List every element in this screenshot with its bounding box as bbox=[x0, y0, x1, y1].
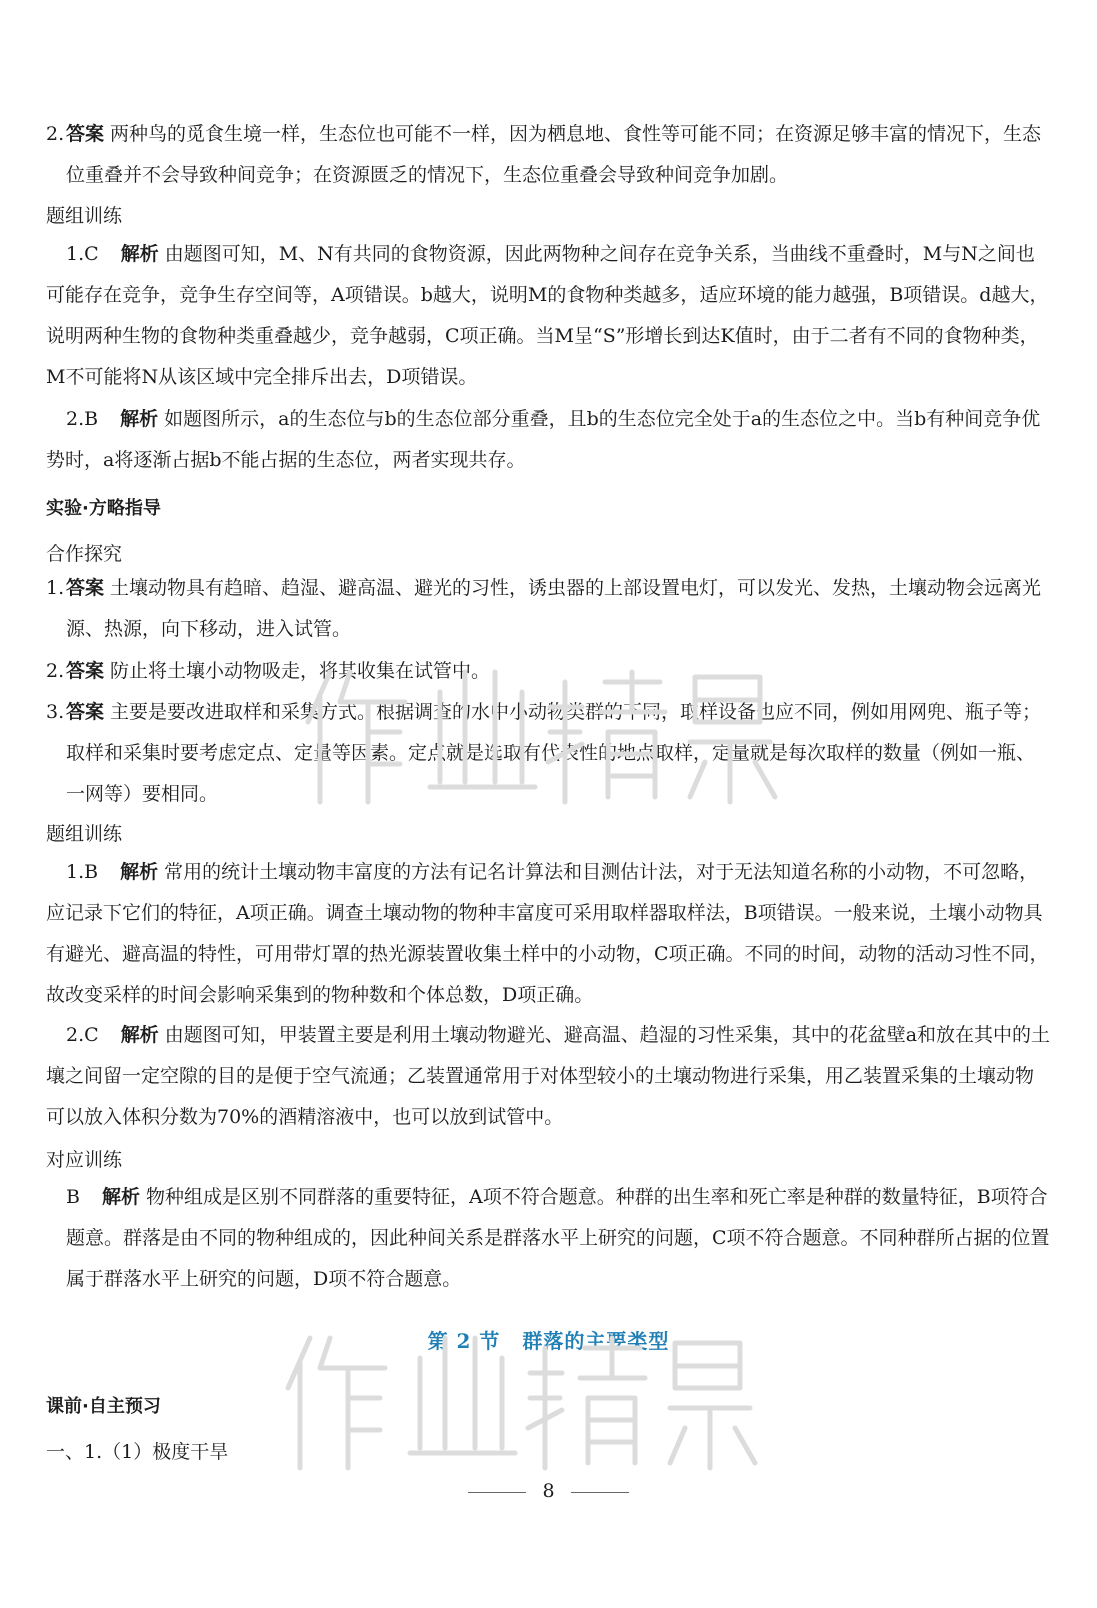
answer-text: 主要是要改进取样和采集方式。根据调查的水中小动物类群的不同，取样设备也应不同，例如用网兜、瓶子等；取样和采集时要考虑定点、定量等因素。定点就是选取有代表性的地点取样，定量就是每次取样的数量（例如一瓶、一网等）要相同。 bbox=[66, 701, 1042, 805]
analysis-text: 物种组成是区别不同群落的重要特征，A项不符合题意。种群的出生率和死亡率是种群的数量特征，B项符合题意。群落是由不同的物种组成的，因此种间关系是群落水平上研究的问题，C项不符合题意。不同种群所占据的位置属于群落水平上研究的问题，D项不符合题意。 bbox=[66, 1186, 1050, 1290]
choice-letter: B bbox=[84, 861, 99, 883]
answer-keyword: 答案 bbox=[66, 123, 105, 145]
choice-letter: B bbox=[66, 1186, 80, 1208]
item-number: 2. bbox=[46, 123, 65, 145]
analysis-keyword: 解析 bbox=[120, 861, 159, 883]
subheading-corresponding-training: 对应训练 bbox=[46, 1149, 123, 1171]
analysis-text: 如题图所示，a的生态位与b的生态位部分重叠，且b的生态位完全处于a的生态位之中。当b有种间竞争优势时，a将逐渐占据b不能占据的生态位，两者实现共存。 bbox=[46, 408, 1041, 471]
item-number: 1. bbox=[46, 577, 65, 599]
analysis-text: 由题图可知，M、N有共同的食物资源，因此两物种之间存在竞争关系，当曲线不重叠时，M与N之间也可能存在竞争，竞争生存空间等，A项错误。b越大，说明M的食物种类越多，适应环境的能力越强，B项错误。d越大，说明两种生物的食物种类重叠越少，竞争越弱，C项正确。当M呈“S”形增长到达K值时，由于二者有不同的食物种类，M不可能将N从该区域中完全排斥出去，D项错误。 bbox=[46, 243, 1049, 388]
answer-text: 防止将土壤小动物吸走，将其收集在试管中。 bbox=[110, 660, 491, 682]
analysis-item bbox=[46, 1015, 1051, 1138]
section-heading-preview: 课前·自主预习 bbox=[46, 1396, 161, 1417]
item-number: 1. bbox=[66, 861, 85, 883]
item-number: 3. bbox=[46, 701, 65, 723]
answer-item bbox=[46, 114, 1051, 196]
subheading-cooperative-inquiry: 合作探究 bbox=[46, 543, 123, 565]
subheading-group-training: 题组训练 bbox=[46, 205, 123, 227]
choice-letter: C bbox=[84, 243, 99, 265]
analysis-text: 常用的统计土壤动物丰富度的方法有记名计算法和目测估计法，对于无法知道名称的小动物，不可忽略，应记录下它们的特征，A项正确。调查土壤动物的物种丰富度可采用取样器取样法，B项错误。一般来说，土壤小动物具有避光、避高温的特性，可用带灯罩的热光源装置收集土样中的小动物，C项正确。不同的时间，动物的活动习性不同，故改变采样的时间会影响采集到的物种数和个体总数，D项正确。 bbox=[46, 861, 1049, 1006]
section-title bbox=[0, 1325, 1097, 1354]
answer-keyword: 答案 bbox=[66, 701, 105, 723]
answer-item bbox=[46, 568, 1051, 650]
analysis-item bbox=[46, 1177, 1051, 1300]
answer-keyword: 答案 bbox=[66, 660, 105, 682]
analysis-item bbox=[46, 852, 1051, 1016]
answer-item bbox=[46, 651, 1051, 692]
item-number: 2. bbox=[66, 408, 85, 430]
choice-letter: B bbox=[84, 408, 99, 430]
analysis-item bbox=[46, 399, 1051, 481]
analysis-item bbox=[46, 234, 1051, 398]
analysis-text: 由题图可知，甲装置主要是利用土壤动物避光、避高温、趋湿的习性采集，其中的花盆壁a和放在其中的土壤之间留一定空隙的目的是便于空气流通；乙装置通常用于对体型较小的土壤动物进行采集，用乙装置采集的土壤动物可以放入体积分数为70%的酒精溶液中，也可以放到试管中。 bbox=[46, 1024, 1051, 1128]
analysis-keyword: 解析 bbox=[101, 1186, 140, 1208]
answer-text: 土壤动物具有趋暗、趋湿、避高温、避光的习性，诱虫器的上部设置电灯，可以发光、发热，土壤动物会远离光源、热源，向下移动，进入试管。 bbox=[66, 577, 1042, 640]
item-number: 2. bbox=[66, 1024, 85, 1046]
section-number: 第 2 节 bbox=[427, 1329, 501, 1353]
answer-line: 一、1.（1）极度干旱 bbox=[46, 1441, 229, 1463]
item-number: 2. bbox=[46, 660, 65, 682]
analysis-keyword: 解析 bbox=[120, 1024, 159, 1046]
page-number bbox=[0, 1480, 1097, 1502]
item-number: 1. bbox=[66, 243, 85, 265]
page-number-text: 8 bbox=[542, 1480, 555, 1502]
choice-letter: C bbox=[84, 1024, 99, 1046]
answer-item bbox=[46, 692, 1051, 815]
section-name: 群落的主要类型 bbox=[522, 1329, 670, 1353]
subheading-group-training: 题组训练 bbox=[46, 823, 123, 845]
analysis-keyword: 解析 bbox=[120, 243, 159, 265]
answer-keyword: 答案 bbox=[66, 577, 105, 599]
section-heading-experiment: 实验·方略指导 bbox=[46, 498, 161, 519]
answer-text: 两种鸟的觅食生境一样，生态位也可能不一样，因为栖息地、食性等可能不同；在资源足够丰富的情况下，生态位重叠并不会导致种间竞争；在资源匮乏的情况下，生态位重叠会导致种间竞争加剧。 bbox=[66, 123, 1042, 186]
analysis-keyword: 解析 bbox=[120, 408, 159, 430]
